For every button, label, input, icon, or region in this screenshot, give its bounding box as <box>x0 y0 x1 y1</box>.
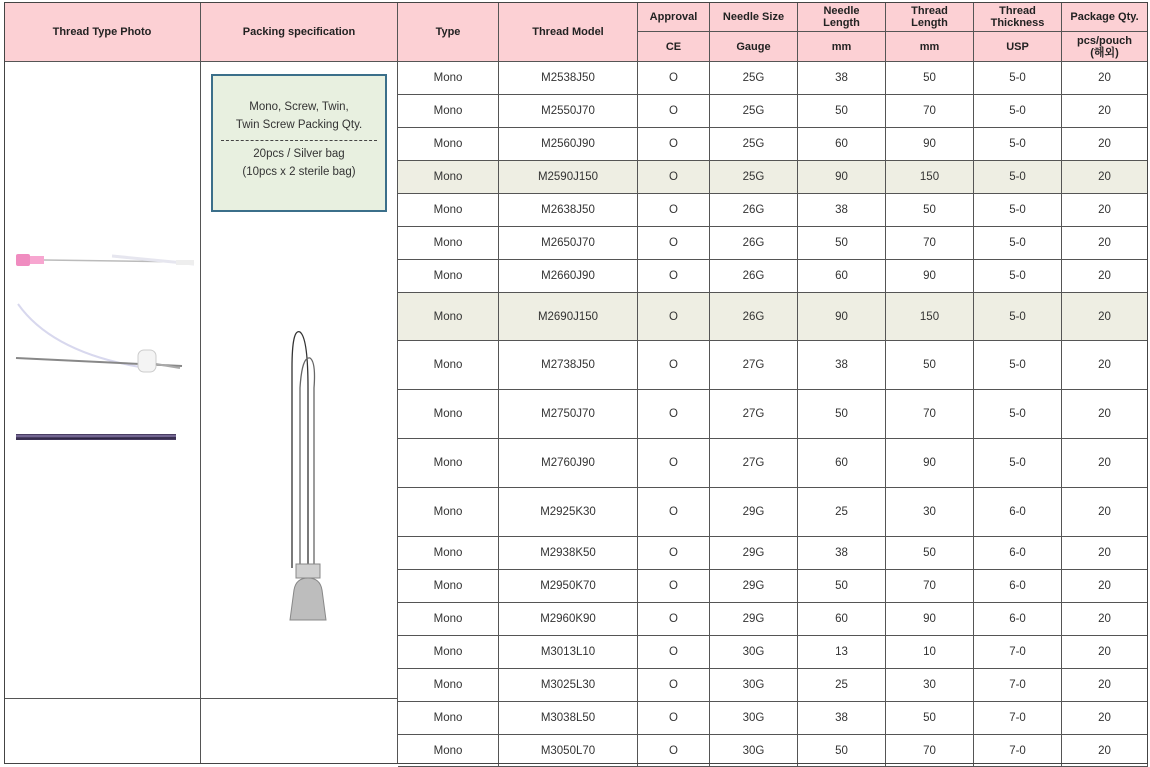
cell-model: M2590J150 <box>499 161 638 194</box>
cell-needle: 60 <box>798 260 886 293</box>
photo-cell-empty <box>4 699 201 764</box>
packing-line-qty: 20pcs / Silver bag <box>253 148 345 160</box>
cell-gauge: 30G <box>710 702 798 735</box>
cell-qty: 20 <box>1062 390 1148 439</box>
cell-type: Mono <box>398 570 499 603</box>
cell-type: Mono <box>398 95 499 128</box>
cell-model: M2750J70 <box>499 390 638 439</box>
cell-gauge: 26G <box>710 260 798 293</box>
cell-qty: 20 <box>1062 194 1148 227</box>
cell-needle: 50 <box>798 735 886 767</box>
cell-usp: 5-0 <box>974 161 1062 194</box>
cell-thread: 10 <box>886 636 974 669</box>
header-thread-length-unit: mm <box>886 32 974 62</box>
cell-qty: 20 <box>1062 260 1148 293</box>
cell-needle: 60 <box>798 128 886 161</box>
cell-ce: O <box>638 62 710 95</box>
cell-needle: 50 <box>798 227 886 260</box>
cell-model: M2638J50 <box>499 194 638 227</box>
cell-usp: 5-0 <box>974 227 1062 260</box>
cell-ce: O <box>638 128 710 161</box>
header-type: Type <box>398 2 499 62</box>
cell-ce: O <box>638 735 710 767</box>
cell-qty: 20 <box>1062 439 1148 488</box>
cell-thread: 150 <box>886 293 974 341</box>
cell-ce: O <box>638 570 710 603</box>
cell-needle: 38 <box>798 537 886 570</box>
header-thread-length: Thread Length <box>886 2 974 32</box>
cell-ce: O <box>638 260 710 293</box>
header-needle-length: Needle Length <box>798 2 886 32</box>
cell-model: M2960K90 <box>499 603 638 636</box>
cell-needle: 25 <box>798 488 886 537</box>
cell-needle: 60 <box>798 439 886 488</box>
cell-ce: O <box>638 439 710 488</box>
cell-usp: 7-0 <box>974 702 1062 735</box>
cell-model: M2925K30 <box>499 488 638 537</box>
cell-type: Mono <box>398 62 499 95</box>
cell-gauge: 30G <box>710 669 798 702</box>
packing-line-detail: (10pcs x 2 sterile bag) <box>242 166 356 178</box>
cell-gauge: 29G <box>710 537 798 570</box>
cell-ce: O <box>638 390 710 439</box>
cell-ce: O <box>638 95 710 128</box>
cell-qty: 20 <box>1062 128 1148 161</box>
cell-type: Mono <box>398 702 499 735</box>
spec-sheet <box>4 2 1148 764</box>
cell-gauge: 29G <box>710 488 798 537</box>
cell-ce: O <box>638 603 710 636</box>
header-needle-size-unit: Gauge <box>710 32 798 62</box>
cell-thread: 70 <box>886 227 974 260</box>
cell-thread: 50 <box>886 341 974 390</box>
cell-needle: 50 <box>798 390 886 439</box>
cell-model: M2538J50 <box>499 62 638 95</box>
cell-thread: 50 <box>886 537 974 570</box>
cell-qty: 20 <box>1062 293 1148 341</box>
cell-needle: 25 <box>798 669 886 702</box>
cell-model: M2938K50 <box>499 537 638 570</box>
cell-ce: O <box>638 636 710 669</box>
cell-usp: 5-0 <box>974 260 1062 293</box>
cell-usp: 5-0 <box>974 128 1062 161</box>
header-package-qty: Package Qty. <box>1062 2 1148 32</box>
cell-qty: 20 <box>1062 735 1148 767</box>
cell-usp: 5-0 <box>974 293 1062 341</box>
cell-qty: 20 <box>1062 488 1148 537</box>
cell-type: Mono <box>398 227 499 260</box>
cell-ce: O <box>638 161 710 194</box>
cell-type: Mono <box>398 341 499 390</box>
cell-gauge: 30G <box>710 735 798 767</box>
cell-model: M2650J70 <box>499 227 638 260</box>
cell-qty: 20 <box>1062 537 1148 570</box>
cell-qty: 20 <box>1062 341 1148 390</box>
cell-thread: 50 <box>886 194 974 227</box>
cell-usp: 5-0 <box>974 439 1062 488</box>
cell-thread: 70 <box>886 570 974 603</box>
cell-usp: 5-0 <box>974 390 1062 439</box>
cell-usp: 5-0 <box>974 62 1062 95</box>
cell-gauge: 26G <box>710 293 798 341</box>
header-approval: Approval <box>638 2 710 32</box>
cell-type: Mono <box>398 537 499 570</box>
packing-cell-empty <box>201 699 398 764</box>
cell-model: M3025L30 <box>499 669 638 702</box>
cell-usp: 5-0 <box>974 95 1062 128</box>
cell-usp: 7-0 <box>974 735 1062 767</box>
cell-model: M2660J90 <box>499 260 638 293</box>
cell-model: M2560J90 <box>499 128 638 161</box>
packing-line-title: Twin Screw Packing Qty. <box>235 119 363 131</box>
cell-gauge: 26G <box>710 194 798 227</box>
cell-usp: 7-0 <box>974 636 1062 669</box>
cell-thread: 90 <box>886 603 974 636</box>
cell-qty: 20 <box>1062 636 1148 669</box>
cell-model: M3050L70 <box>499 735 638 767</box>
header-model: Thread Model <box>499 2 638 62</box>
cell-needle: 50 <box>798 570 886 603</box>
cell-thread: 70 <box>886 735 974 767</box>
cell-qty: 20 <box>1062 570 1148 603</box>
cell-needle: 38 <box>798 341 886 390</box>
header-approval-unit: CE <box>638 32 710 62</box>
header-thread-thickness: Thread Thickness <box>974 2 1062 32</box>
cell-gauge: 26G <box>710 227 798 260</box>
cell-qty: 20 <box>1062 702 1148 735</box>
cell-qty: 20 <box>1062 669 1148 702</box>
cell-gauge: 25G <box>710 128 798 161</box>
cell-usp: 6-0 <box>974 603 1062 636</box>
needle-cannula-diagram-icon <box>286 328 330 624</box>
cell-usp: 5-0 <box>974 341 1062 390</box>
cell-thread: 90 <box>886 439 974 488</box>
cell-needle: 50 <box>798 95 886 128</box>
cell-usp: 6-0 <box>974 537 1062 570</box>
cell-type: Mono <box>398 669 499 702</box>
cell-ce: O <box>638 341 710 390</box>
packing-quantity-box <box>211 74 387 212</box>
cell-needle: 38 <box>798 702 886 735</box>
cell-type: Mono <box>398 488 499 537</box>
header-needle-size: Needle Size <box>710 2 798 32</box>
packing-line-types: Mono, Screw, Twin, <box>249 101 349 113</box>
cell-thread: 70 <box>886 95 974 128</box>
cell-usp: 5-0 <box>974 194 1062 227</box>
cell-thread: 90 <box>886 260 974 293</box>
cell-type: Mono <box>398 390 499 439</box>
header-needle-length-unit: mm <box>798 32 886 62</box>
cell-qty: 20 <box>1062 62 1148 95</box>
cell-type: Mono <box>398 293 499 341</box>
cell-thread: 150 <box>886 161 974 194</box>
cell-ce: O <box>638 537 710 570</box>
cell-gauge: 25G <box>710 62 798 95</box>
cell-model: M2950K70 <box>499 570 638 603</box>
cell-model: M2738J50 <box>499 341 638 390</box>
cell-gauge: 25G <box>710 161 798 194</box>
cell-usp: 6-0 <box>974 488 1062 537</box>
cell-type: Mono <box>398 439 499 488</box>
cell-needle: 38 <box>798 194 886 227</box>
cell-ce: O <box>638 293 710 341</box>
cell-thread: 30 <box>886 669 974 702</box>
cell-gauge: 25G <box>710 95 798 128</box>
cell-ce: O <box>638 227 710 260</box>
cell-model: M2760J90 <box>499 439 638 488</box>
cell-model: M2690J150 <box>499 293 638 341</box>
cell-qty: 20 <box>1062 95 1148 128</box>
cell-type: Mono <box>398 260 499 293</box>
cell-type: Mono <box>398 735 499 767</box>
header-package-qty-unit: pcs/pouch (해외) <box>1062 32 1148 62</box>
cell-usp: 7-0 <box>974 669 1062 702</box>
cell-gauge: 30G <box>710 636 798 669</box>
cell-type: Mono <box>398 161 499 194</box>
cell-model: M2550J70 <box>499 95 638 128</box>
cell-needle: 13 <box>798 636 886 669</box>
header-photo: Thread Type Photo <box>4 2 201 62</box>
cell-model: M3038L50 <box>499 702 638 735</box>
cell-gauge: 27G <box>710 341 798 390</box>
cell-needle: 60 <box>798 603 886 636</box>
cell-ce: O <box>638 702 710 735</box>
cell-ce: O <box>638 669 710 702</box>
cell-thread: 50 <box>886 702 974 735</box>
cell-needle: 90 <box>798 293 886 341</box>
cell-qty: 20 <box>1062 227 1148 260</box>
cell-needle: 90 <box>798 161 886 194</box>
cell-type: Mono <box>398 603 499 636</box>
cell-gauge: 27G <box>710 390 798 439</box>
cell-qty: 20 <box>1062 603 1148 636</box>
packing-divider <box>221 140 377 141</box>
cell-model: M3013L10 <box>499 636 638 669</box>
cell-ce: O <box>638 488 710 537</box>
cell-thread: 30 <box>886 488 974 537</box>
cell-type: Mono <box>398 194 499 227</box>
cell-ce: O <box>638 194 710 227</box>
cell-needle: 38 <box>798 62 886 95</box>
cell-gauge: 29G <box>710 570 798 603</box>
cell-thread: 90 <box>886 128 974 161</box>
header-thread-thickness-unit: USP <box>974 32 1062 62</box>
cell-gauge: 29G <box>710 603 798 636</box>
header-packing: Packing specification <box>201 2 398 62</box>
needle-thread-photo-icon <box>12 242 202 452</box>
cell-type: Mono <box>398 128 499 161</box>
cell-type: Mono <box>398 636 499 669</box>
cell-thread: 50 <box>886 62 974 95</box>
cell-qty: 20 <box>1062 161 1148 194</box>
cell-usp: 6-0 <box>974 570 1062 603</box>
cell-thread: 70 <box>886 390 974 439</box>
cell-gauge: 27G <box>710 439 798 488</box>
